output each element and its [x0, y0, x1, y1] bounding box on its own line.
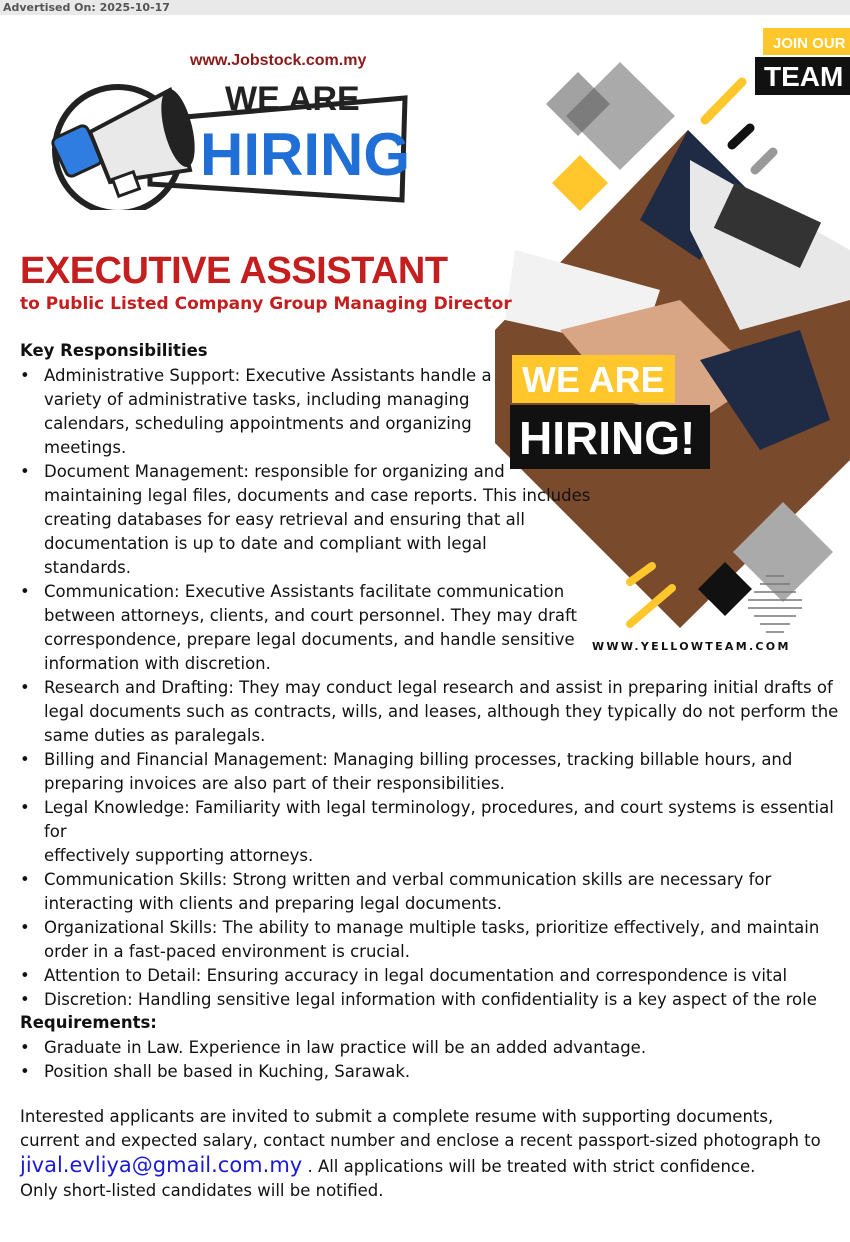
application-line-1: Interested applicants are invited to submit a complete resume with supporting documents, — [20, 1107, 774, 1126]
responsibility-item-line: • Administrative Support: Executive Assistants handle a — [44, 366, 492, 385]
responsibilities-heading: Key Responsibilities — [20, 341, 208, 360]
responsibility-item-line: • Communication: Executive Assistants facilitate communication — [44, 582, 565, 601]
responsibility-item — [20, 868, 850, 916]
email-link[interactable]: jival.evliya@gmail.com.my — [20, 1153, 303, 1177]
confidentiality-note: . All applications will be treated with strict confidence. — [302, 1157, 756, 1176]
application-line-2: current and expected salary, contact number and enclose a recent passport-sized photograph to — [20, 1131, 821, 1150]
hiring-text: HIRING! — [519, 412, 696, 464]
team-text: TEAM — [764, 61, 844, 92]
responsibility-item — [20, 460, 850, 580]
site-url[interactable]: www.Jobstock.com.my — [190, 52, 367, 69]
requirement-item-line: • Position shall be based in Kuching, Sarawak. — [44, 1062, 411, 1081]
responsibility-item-line: • Discretion: Handling sensitive legal information with confidentiality is a key aspect of the role — [44, 990, 817, 1009]
responsibility-item — [20, 796, 850, 868]
responsibility-item-line: preparing invoices are also part of their responsibilities. — [44, 774, 505, 793]
responsibility-item-line: same duties as paralegals. — [44, 726, 266, 745]
responsibility-item-line: calendars, scheduling appointments and organizing — [44, 414, 472, 433]
we-are-text: WE ARE — [522, 359, 665, 400]
responsibility-item — [20, 676, 850, 748]
responsibility-item-line: • Document Management: responsible for organizing and — [44, 462, 505, 481]
responsibility-item-line: • Organizational Skills: The ability to manage multiple tasks, prioritize effectively, and maintain — [44, 918, 820, 937]
responsibility-item-line: • Research and Drafting: They may conduct legal research and assist in preparing initial drafts of — [44, 678, 833, 697]
responsibility-item — [20, 748, 850, 796]
responsibility-item-line: • Legal Knowledge: Familiarity with legal terminology, procedures, and court systems is essential for — [44, 798, 834, 841]
join-our-text: JOIN OUR — [773, 35, 846, 52]
responsibility-item-line: interacting with clients and preparing legal documents. — [44, 894, 502, 913]
responsibility-item-line: order in a fast-paced environment is crucial. — [44, 942, 411, 961]
advertised-date: Advertised On: 2025-10-17 — [3, 1, 170, 14]
application-paragraph — [20, 1105, 821, 1203]
responsibility-item-line: between attorneys, clients, and court personnel. They may draft — [44, 606, 577, 625]
application-line-3 — [20, 1153, 821, 1179]
responsibility-item — [20, 364, 850, 460]
responsibility-item-line: legal documents such as contracts, wills, and leases, although they typically do not perform the — [44, 702, 839, 721]
responsibility-item-line: maintaining legal files, documents and case reports. This includes — [44, 486, 591, 505]
responsibility-item-line: information with discretion. — [44, 654, 271, 673]
responsibility-item-line: correspondence, prepare legal documents, and handle sensitive — [44, 630, 575, 649]
requirement-item — [20, 1036, 646, 1060]
requirement-item-line: • Graduate in Law. Experience in law practice will be an added advantage. — [44, 1038, 647, 1057]
responsibility-item-line: effectively supporting attorneys. — [44, 846, 314, 865]
job-subtitle: to Public Listed Company Group Managing Director — [20, 294, 512, 314]
requirements-list — [20, 1036, 646, 1084]
requirement-item — [20, 1060, 646, 1084]
responsibility-item-line: meetings. — [44, 438, 127, 457]
application-line-4: Only short-listed candidates will be notified. — [20, 1181, 384, 1200]
hiring-logo — [50, 70, 410, 210]
requirements-heading: Requirements: — [20, 1013, 157, 1032]
responsibility-item-line: variety of administrative tasks, including managing — [44, 390, 470, 409]
responsibility-item-line: • Communication Skills: Strong written and verbal communication skills are necessary for — [44, 870, 772, 889]
job-title: EXECUTIVE ASSISTANT — [20, 250, 448, 292]
responsibility-item — [20, 916, 850, 964]
logo-hiring: HIRING — [200, 121, 410, 188]
advertised-bar — [0, 0, 850, 15]
responsibilities-list — [20, 364, 850, 1012]
responsibility-item-line: creating databases for easy retrieval and ensuring that all — [44, 510, 525, 529]
responsibility-item — [20, 988, 850, 1012]
responsibility-item-line: • Attention to Detail: Ensuring accuracy in legal documentation and correspondence is vital — [44, 966, 788, 985]
yellowteam-url: WWW.YELLOWTEAM.COM — [592, 640, 791, 653]
responsibility-item — [20, 964, 850, 988]
responsibility-item-line: • Billing and Financial Management: Managing billing processes, tracking billable hours, and — [44, 750, 793, 769]
logo-we-are: WE ARE — [225, 80, 360, 118]
responsibility-item-line: standards. — [44, 558, 132, 577]
responsibility-item-line: documentation is up to date and compliant with legal — [44, 534, 487, 553]
responsibility-item — [20, 580, 850, 676]
